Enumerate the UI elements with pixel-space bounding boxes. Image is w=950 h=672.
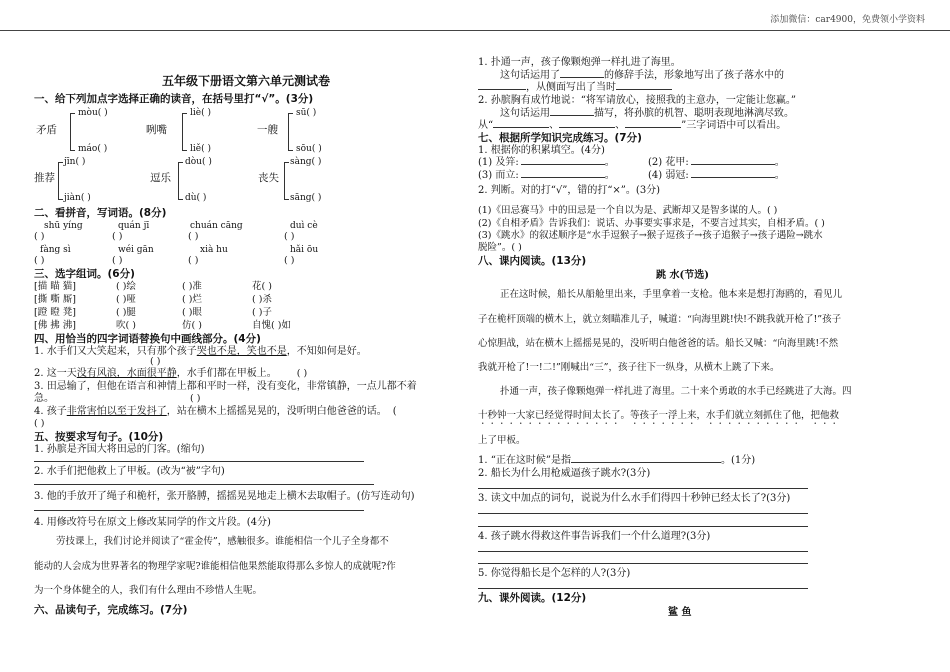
q-text: (1) 及笄: [478,157,519,168]
pinyin-prompt: hǎi ōu [290,245,319,255]
answer-line[interactable] [478,588,808,589]
q-text: ，不知如何是好。 [286,346,367,357]
underlined-phrase: 非常害怕以至于发抖了 [66,406,167,417]
q-text: 。 [604,157,615,168]
answer-line[interactable] [478,526,808,527]
section-5-heading: 五、按要求写句子。(10分) [34,431,164,443]
brace [58,162,63,200]
word-blank[interactable]: ( )腿 [116,307,136,318]
answer-blank[interactable]: ( ) [188,255,199,266]
q-text: 。 [774,170,785,181]
brace [284,162,289,200]
brace [182,113,187,151]
word-char: 矛盾 [36,124,57,136]
answer-blank[interactable]: ( ) [150,356,161,367]
watermark: 添加微信：car4900，免费领小学资料 [770,15,925,25]
section-9-heading: 九、课外阅读。(12分) [478,592,587,604]
pinyin-option: liè( ) [190,108,211,118]
q-text: ，水手们都在甲板上。 [176,368,277,379]
q-text: (4) 弱冠: [648,170,689,181]
top-rule [0,30,950,31]
brace [178,162,183,200]
underlined-phrase: 哭也不是，笑也不是 [196,346,287,357]
answer-blank[interactable]: ( ) [188,231,199,242]
pinyin-option: mòu( ) [78,108,108,118]
pinyin-option: dòu( ) [185,157,212,167]
section-2-heading: 二、看拼音，写词语。(8分) [34,207,167,219]
q-text: 。(1分) [720,455,756,466]
q-text: 1. 水手们又大笑起来，只有那个孩子 [34,346,197,357]
s5-q3: 3. 他的手放开了绳子和桅杆，张开胳膊，摇摇晃晃地走上横木去取帽子。(仿写连动句) [34,491,415,502]
pinyin-prompt: xià hu [200,245,228,255]
char-group: [佛 拂 沸] [34,320,76,331]
section-8-heading: 八、课内阅读。(13分) [478,255,587,267]
answer-blank[interactable]: ( ) [34,231,45,242]
answer-line[interactable] [34,461,364,462]
passage-line: 子在桅杆顶端的横木上，就立刻瞄准儿子，喊道：“向海里跳!快!不跳我就开枪了!”孩子 [478,314,842,325]
word-char: 咧嘴 [146,124,167,136]
s4-q4: 4. 孩子非常害怕以至于发抖了，站在横木上摇摇晃晃的，没听明白他爸爸的话。 ( [34,406,397,417]
q-text: (3) 而立: [478,170,519,181]
section-7-heading: 七、根据所学知识完成练习。(7分) [478,132,642,144]
char-group: [撕 嘶 厮] [34,294,76,305]
q-text: 、 [615,120,626,131]
pinyin-option: dù( ) [185,193,207,203]
q-text: ，从侧面写出了当时 [526,82,616,93]
word-blank[interactable]: ( )烂 [182,294,202,305]
q-text: ，站在横木上摇摇晃晃的，没听明白他爸爸的话。 [166,406,387,417]
s6-q2: 2. 孙膑胸有成竹地说：“将军请放心，接照我的主意办，一定能让您赢。” [478,95,796,106]
q-text: 描写，将孙膑的机智、聪明表现地淋漓尽致。 [594,108,794,119]
judge-3b: 脱险”。( ) [478,242,522,253]
q-text: 。 [604,170,615,181]
word-blank[interactable]: ( )眼 [182,307,202,318]
fill-1[interactable] [478,157,615,169]
passage-line-dotted: 十秒钟一大家已经觉得时间太长了。等孩子一浮上来，水手们就立刻抓住了他，把他救 [478,410,840,421]
s8-q5: 5. 你觉得船长是个怎样的人?(3分) [478,568,631,579]
q-text: 、 [549,120,560,131]
pinyin-option: sàng( ) [290,157,322,167]
word-blank[interactable]: 自愧( )如 [252,320,291,331]
word-blank[interactable]: 吹( ) [116,320,136,331]
s4-q3b: 急。 [34,393,54,404]
q-text: 。 [774,157,785,168]
answer-blank[interactable]: ( ) [34,418,45,429]
pinyin-prompt: fàng sì [40,245,71,255]
judge-1: (1)《田忌赛马》中的田忌是一个自以为是、武断却又是智多谋的人。( ) [478,205,778,216]
s8-q1 [478,455,755,467]
pinyin-option: sū( ) [296,108,317,118]
answer-line[interactable] [478,563,808,564]
s5-q2: 2. 水手们把他救上了甲板。(改为“被”字句) [34,466,225,477]
pinyin-prompt: quán jī [118,221,150,231]
answer-blank[interactable]: ( ) [112,255,123,266]
judge-2: (2)《自相矛盾》告诉我们：说话、办事要实事求是，不要言过其实，自相矛盾。( ) [478,218,825,229]
s8-q3: 3. 读文中加点的词句，说说为什么水手们得四十秒钟已经太长了?(3分) [478,493,791,504]
q-text: 这句话运用了 [500,70,560,81]
pinyin-option: liě( ) [190,144,211,154]
brace [70,113,75,151]
answer-line[interactable] [478,551,808,552]
q-text: 4. 孩子 [34,406,67,417]
answer-blank[interactable]: ( ) [284,231,295,242]
pinyin-prompt: chuán cāng [190,221,243,231]
pinyin-option: jīn( ) [64,157,86,167]
pinyin-option: jiàn( ) [64,193,91,203]
s5-q1: 1. 孙膑是齐国大将田忌的门客。(缩句) [34,444,205,455]
answer-line[interactable] [34,510,364,511]
section-3-heading: 三、选字组词。(6分) [34,268,135,280]
s6-q1-fill2 [478,82,672,94]
s7-q1: 1. 根据你的积累填空。(4分) [478,145,605,156]
s6-q1-fill [500,70,784,82]
word-char: 推荐 [34,172,55,184]
fill-3[interactable] [478,170,615,182]
s4-q1 [34,346,367,358]
passage-line: 正在这时候，船长从船舱里出来，手里拿着一支枪。他本来是想打海鸥的，看见儿 [500,289,843,300]
pinyin-option: sōu( ) [296,144,322,154]
s8-q4: 4. 孩子跳水得救这件事告诉我们一个什么道理?(3分) [478,531,711,542]
s6-q2-fill [500,108,794,120]
section-1-heading: 一、给下列加点字选择正确的读音，在括号里打“√”。(3分) [34,93,314,105]
answer-blank[interactable]: ( ) [34,255,45,266]
q-text: 从“ [478,120,494,131]
s6-q2-fill2 [478,120,786,132]
word-blank[interactable]: ( )杀 [252,294,272,305]
s6-q1: 1. 扑通一声，孩子像颗炮弹一样扎进了海里。 [478,57,681,68]
word-char: 一艘 [257,124,278,136]
s5-q4: 4. 用修改符号在原文上修改某同学的作文片段。(4分) [34,517,271,528]
word-blank[interactable]: ( )哑 [116,294,136,305]
passage-line: 为一个身体健全的人，我们有什么理由不珍惜人生呢。 [34,585,263,596]
word-blank[interactable]: 花( ) [252,281,272,292]
brace [288,113,293,151]
passage-title: 跳 水(节选) [656,270,709,281]
pinyin-prompt: shū yíng [44,221,83,231]
q-text: 1. “正在这时候”是指 [478,455,571,466]
word-char: 丧失 [258,172,279,184]
word-blank[interactable]: 仿( ) [182,320,202,331]
passage-line: 能动的人会成为世界著名的物理学家呢?谁能相信他果然能取得那么多惊人的成就呢?作 [34,561,396,572]
s4-q3: 3. 田忌输了，但他在语言和神情上都和平时一样，没有变化，非常镇静，一点儿都不着 [34,381,417,392]
answer-line[interactable] [34,484,374,485]
pinyin-option: máo( ) [78,144,108,154]
passage-line: 劳技课上，我们讨论并阅读了“霍金传”，感触很多。谁能相信一个儿子全身都不 [56,536,389,547]
answer-line[interactable] [478,488,808,489]
fill-4[interactable] [648,170,785,182]
q-text: 的修辞手法，形象地写出了孩子落水中的 [604,70,784,81]
pinyin-prompt: duì cè [290,221,318,231]
pinyin-prompt: wéi gān [118,245,154,255]
passage-line: 心惊胆战，站在横木上摇摇晃晃的，没听明白他爸爸的话。船长又喊：“向海里跳!不然 [478,338,839,349]
q-text: (2) 花甲: [648,157,689,168]
answer-blank[interactable]: ( ) [190,393,201,404]
answer-blank[interactable]: ( ) [112,231,123,242]
s4-q2: 2. 这一天没有风浪，水面很平静，水手们都在甲板上。 ( ) [34,368,308,379]
section-6-heading: 六、品读句子，完成练习。(7分) [34,604,188,616]
passage-title: 鲨 鱼 [668,607,692,618]
word-blank[interactable]: ( )绘 [116,281,136,292]
word-blank[interactable]: ( )子 [252,307,272,318]
word-char: 逗乐 [150,172,171,184]
passage-line: 我就开枪了!一!二!”刚喊出“三”，孩子往下一纵身，从横木上跳了下来。 [478,362,780,373]
section-4-heading: 四、用恰当的四字词语替换句中画线部分。(4分) [34,333,261,345]
page-title: 五年级下册语文第六单元测试卷 [162,74,331,88]
underlined-phrase: 没有风浪，水面很平静 [76,368,177,379]
char-group: [蹬 瞪 凳] [34,307,76,318]
q-text: 2. 这一天 [34,368,77,379]
judge-3: (3)《跳水》的叙述顺序是“水手逗猴子→猴子逗孩子→孩子追猴子→孩子遇险→跳水 [478,230,823,241]
pinyin-option: sāng( ) [290,193,322,203]
word-blank[interactable]: ( )准 [182,281,202,292]
q-text: 这句话运用 [500,108,550,119]
s7-q2: 2. 判断。对的打“√”，错的打“×”。(3分) [478,185,661,196]
char-group: [描 瞄 猫] [34,281,76,292]
passage-line: 上了甲板。 [478,435,526,446]
answer-line[interactable] [478,513,808,514]
s8-q2: 2. 船长为什么用枪威逼孩子跳水?(3分) [478,468,651,479]
passage-line: 扑通一声，孩子像颗炮弹一样扎进了海里。二十来个勇敢的水手已经跳进了大海。四 [500,386,852,397]
fill-2[interactable] [648,157,785,169]
q-text: ”三字词语中可以看出。 [681,120,787,131]
answer-blank[interactable]: ( ) [284,255,295,266]
